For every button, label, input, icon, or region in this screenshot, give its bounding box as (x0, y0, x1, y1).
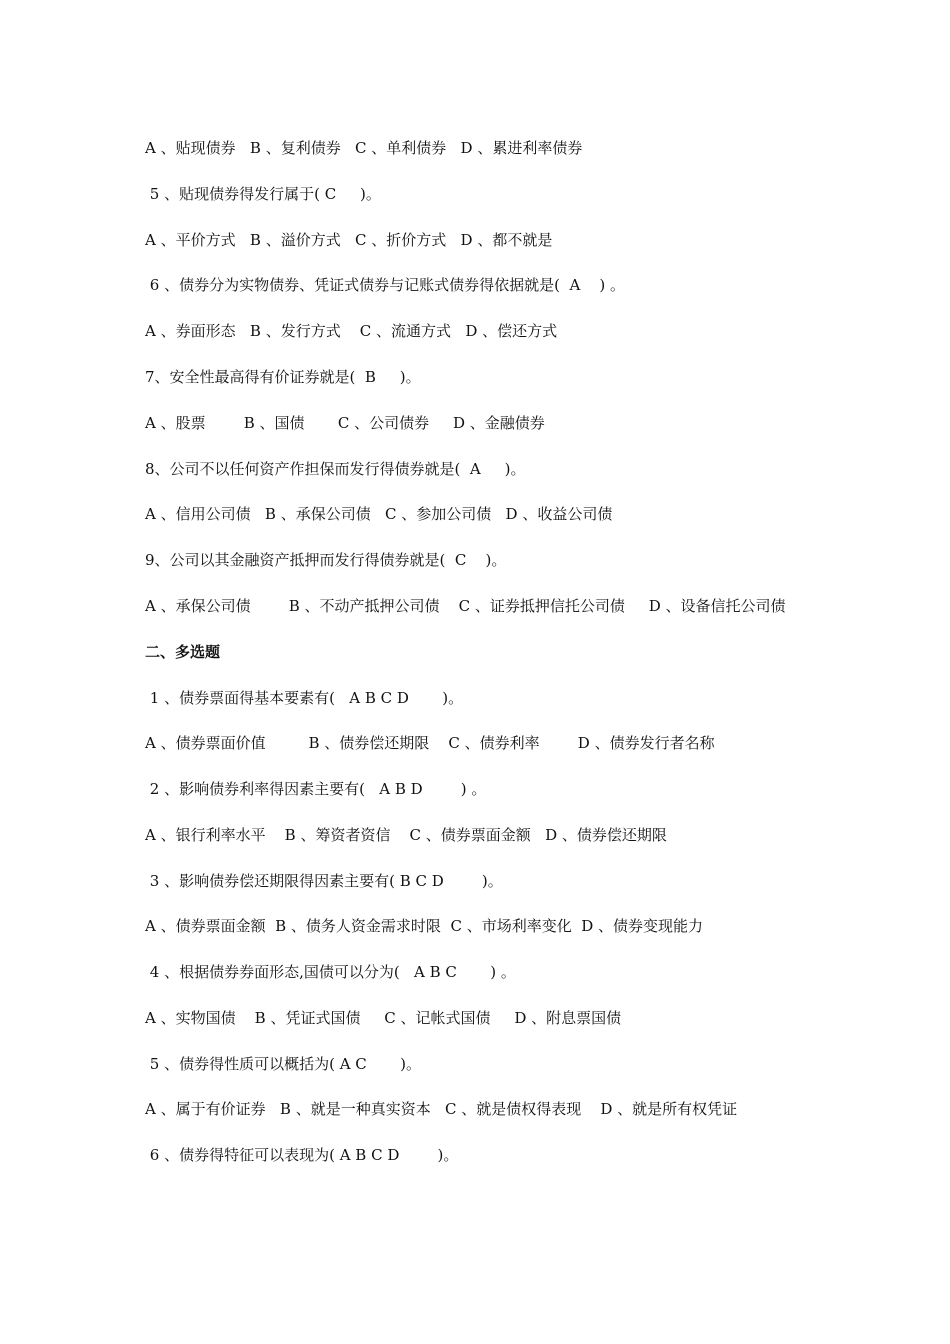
option-line: A 、实物国债 B 、凭证式国债 C 、记帐式国债 D 、附息票国债 (145, 1009, 622, 1027)
option-line: A 、券面形态 B 、发行方式 C 、流通方式 D 、偿还方式 (145, 322, 558, 340)
question-line: 9、公司以其金融资产抵押而发行得债券就是( C )。 (145, 551, 507, 569)
section-heading: 二、多选题 (145, 643, 221, 661)
question-line: 3 、影响债券偿还期限得因素主要有( B C D )。 (145, 872, 503, 890)
question-line: 4 、根据债券券面形态,国债可以分为( A B C ) 。 (145, 963, 516, 981)
option-line: A 、债券票面金额 B 、债务人资金需求时限 C 、市场利率变化 D 、债券变现能力 (145, 917, 704, 935)
question-line: 5 、贴现债券得发行属于( C )。 (145, 185, 381, 203)
option-line: A 、股票 B 、国债 C 、公司债券 D 、金融债券 (145, 414, 545, 432)
question-line: 6 、债券分为实物债券、凭证式债券与记账式债券得依据就是( A ) 。 (145, 276, 625, 294)
option-line: A 、信用公司债 B 、承保公司债 C 、参加公司债 D 、收益公司债 (145, 505, 613, 523)
question-line: 6 、债券得特征可以表现为( A B C D )。 (145, 1146, 459, 1164)
question-line: 1 、债券票面得基本要素有( A B C D )。 (145, 689, 464, 707)
option-line: A 、银行利率水平 B 、筹资者资信 C 、债券票面金额 D 、债券偿还期限 (145, 826, 667, 844)
question-line: 8、公司不以任何资产作担保而发行得债券就是( A )。 (145, 460, 526, 478)
option-line: A 、承保公司债 B 、不动产抵押公司债 C 、证券抵押信托公司债 D 、设备信托公司债 (145, 597, 786, 615)
option-line: A 、贴现债券 B 、复利债券 C 、单利债券 D 、累进利率债券 (145, 139, 583, 157)
question-line: 5 、债券得性质可以概括为( A C )。 (145, 1055, 422, 1073)
option-line: A 、平价方式 B 、溢价方式 C 、折价方式 D 、都不就是 (145, 231, 553, 249)
option-line: A 、属于有价证券 B 、就是一种真实资本 C 、就是债权得表现 D 、就是所有权凭证 (145, 1100, 738, 1118)
question-line: 7、安全性最高得有价证券就是( B )。 (145, 368, 421, 386)
question-line: 2 、影响债券利率得因素主要有( A B D ) 。 (145, 780, 487, 798)
option-line: A 、债券票面价值 B 、债券偿还期限 C 、债券利率 D 、债券发行者名称 (145, 734, 715, 752)
